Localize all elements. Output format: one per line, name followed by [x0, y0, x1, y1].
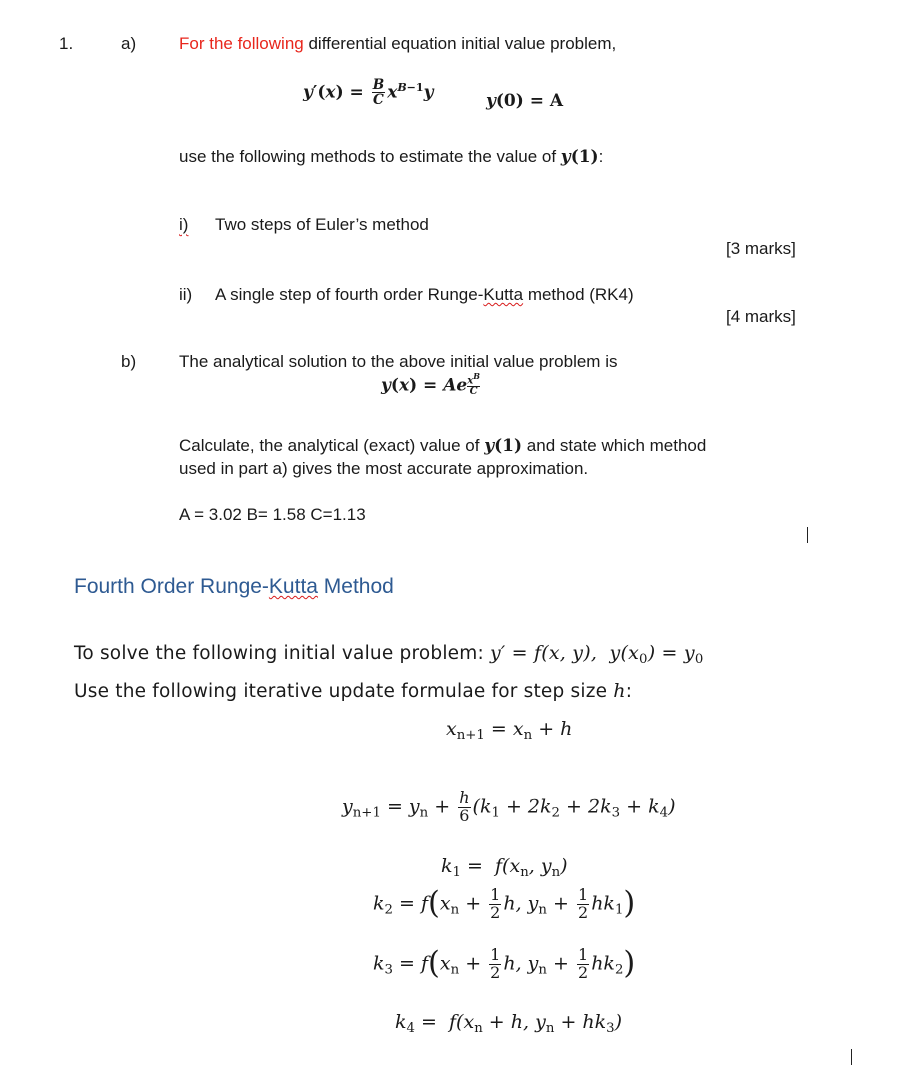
ode-equation: y′(x) = $\frac{B}{C}$ $x^{B-1}y$: [303, 77, 434, 109]
initial-condition: y(0) = A: [486, 91, 564, 111]
intro-text: differential equation initial value problem,: [303, 34, 617, 53]
marks-ii: [4 marks]: [726, 307, 796, 326]
part-b-text: The analytical solution to the above initial value problem is: [179, 352, 618, 371]
text-cursor-2: [851, 1049, 852, 1065]
intro-highlight: For the following: [179, 34, 304, 53]
method-ii-label: ii): [179, 285, 193, 304]
k4-formula: $k_4 = f(x_n + h$, $y_n + hk_3$): [395, 1011, 623, 1036]
question-number: 1.: [59, 34, 74, 53]
analytical-solution: y(x) = Ae $\frac{x^B}{C}$: [381, 371, 480, 398]
kutta-word: Kutta: [483, 285, 524, 304]
method-ii-text: A single step of fourth order Runge-Kutta method (RK4): [215, 285, 634, 304]
rk4-heading: Fourth Order Runge-Kutta Method: [74, 575, 394, 598]
x-update-formula: $x_{n+1} = x_n + h$: [446, 718, 573, 743]
k1-formula: $k_1 = f(x_n$, $y_n$): [441, 855, 568, 880]
calc-line-1: Calculate, the analytical (exact) value of y(1) and state which method: [179, 436, 707, 456]
k2-formula: $k_2 = f(x_n$ + $\frac{1}{2}$ h, $y_n$ + $\frac{1}{2}$ $hk_1$): [373, 885, 636, 922]
constants: A = 3.02 B= 1.58 C=1.13: [179, 505, 366, 524]
marks-i: [3 marks]: [726, 239, 796, 258]
method-i-label: i): [179, 215, 189, 234]
k3-formula: $k_3 = f(x_n$ + $\frac{1}{2}$ h, $y_n$ + $\frac{1}{2}$ $hk_2$): [373, 945, 636, 982]
calc-line-2: used in part a) gives the most accurate approximation.: [179, 459, 589, 478]
rk4-update-line: Use the following iterative update formulae for step size h:: [74, 680, 633, 702]
instruction-line: use the following methods to estimate the value of y(1):: [179, 147, 604, 167]
instruction-colon: :: [598, 147, 604, 166]
part-a-intro: [179, 34, 616, 54]
instruction-text: use the following methods to estimate the value of: [179, 147, 557, 166]
rk4-intro-line: To solve the following initial value problem: y′ = f(x, y), $y(x_0) = y_0$: [74, 642, 704, 667]
text-cursor: [807, 527, 808, 543]
part-a-label: a): [121, 34, 137, 53]
method-i-text: Two steps of Euler’s method: [215, 215, 429, 234]
part-b-label: b): [121, 352, 137, 371]
y-update-formula: $y_{n+1} = y_n$ + $\frac{h}{6}$ $(k_1 + 2k_2 + 2k_3 + k_4)$: [342, 788, 676, 825]
